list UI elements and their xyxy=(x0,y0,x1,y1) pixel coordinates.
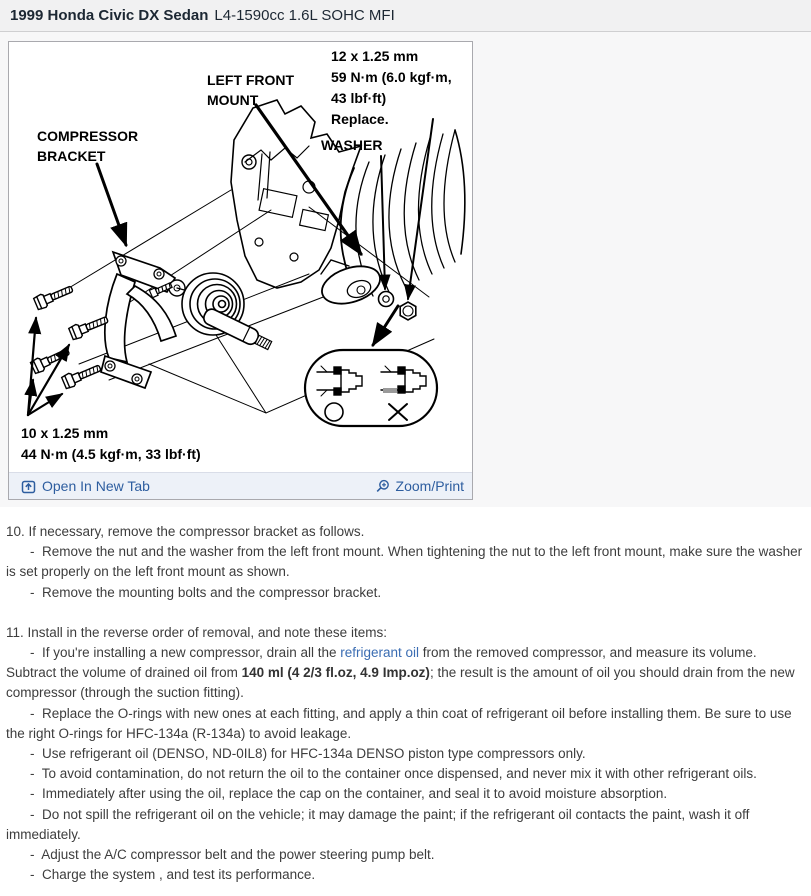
figure-zone xyxy=(0,32,811,507)
zoom-print-label: Zoom/Print xyxy=(395,478,464,494)
bullet-text: from the removed compressor, and measure its volume. Subtract the volume of drained oil from xyxy=(6,645,757,681)
page-header xyxy=(0,0,811,32)
bullet-text: ; the result is the amount of oil you should drain from the new compressor (through the suction fitting). xyxy=(6,665,795,701)
compressor-bracket-label: COMPRESSOR BRACKET xyxy=(37,128,139,164)
step-10-bullet: - Remove the nut and the washer from the left front mount. When tightening the nut to the left front mount, make sure the washer is set properly on the left front mount as shown. xyxy=(6,544,803,580)
washer-part xyxy=(379,292,394,307)
mounting-bolts xyxy=(30,282,110,389)
open-in-new-tab-link[interactable] xyxy=(21,478,150,494)
diagram-image[interactable] xyxy=(9,42,472,472)
washer-label: WASHER xyxy=(321,137,383,153)
step-11-bullet: - Adjust the A/C compressor belt and the power steering pump belt. xyxy=(30,847,435,863)
step-10-bullet: - Remove the mounting bolts and the compressor bracket. xyxy=(30,584,382,600)
refrigerant-oil-link[interactable]: refrigerant oil xyxy=(340,645,420,661)
step-11-bullet: - Immediately after using the oil, replace the cap on the container, and seal it to avoid moisture absorption. xyxy=(30,786,668,802)
zoom-print-link[interactable] xyxy=(375,478,464,494)
step-11-heading: 11. Install in the reverse order of removal, and note these items: xyxy=(6,624,387,640)
step-11-bullet: - Do not spill the refrigerant oil on the vehicle; it may damage the paint; if the refrigerant oil contacts the paint, wash it off immediately. xyxy=(6,806,750,842)
bullet-text: - If you're installing a new compressor, drain all the xyxy=(30,645,341,661)
oil-volume-value: 140 ml (4 2/3 fl.oz, 4.9 Imp.oz) xyxy=(241,665,430,681)
diagram-panel xyxy=(8,41,473,500)
vehicle-title: 1999 Honda Civic DX Sedan xyxy=(10,7,209,24)
zoom-icon xyxy=(375,479,390,494)
step-11-bullet: - Use refrigerant oil (DENSO, ND-0IL8) for HFC-134a DENSO piston type compressors only. xyxy=(30,746,586,762)
engine-subtitle: L4-1590cc 1.6L SOHC MFI xyxy=(214,7,395,24)
left-front-mount-part xyxy=(317,260,385,311)
nut-part xyxy=(400,302,416,320)
step-10-heading: 10. If necessary, remove the compressor bracket as follows. xyxy=(6,524,365,539)
torque-label-10mm: 10 x 1.25 mm 44 N·m (4.5 kgf·m, 33 lbf·ft) xyxy=(21,425,201,462)
step-11-bullet: - Replace the O-rings with new ones at each fitting, and apply a thin coat of refrigerant oil before installing them. Be sure to use the right O-rings for HFC-134a (R-134a) to avoid leakage. xyxy=(6,705,792,741)
left-front-mount-label: LEFT FRONT MOUNT xyxy=(207,72,295,108)
torque-label-12mm: 12 x 1.25 mm 59 N·m (6.0 kgf·m, 43 lbf·ft) Replace. xyxy=(331,48,452,127)
open-in-new-tab-label: Open In New Tab xyxy=(42,478,150,494)
compressor-bracket-part xyxy=(101,252,185,388)
step-11-bullet: - Charge the system , and test its performance. xyxy=(30,867,316,883)
washer-orientation-inset xyxy=(305,350,437,426)
step-11-bullet: - To avoid contamination, do not return the oil to the container once dispensed, and never mix it with other refrigerant oils. xyxy=(30,766,757,782)
figure-toolbar xyxy=(9,472,472,499)
open-in-new-tab-icon xyxy=(21,479,36,494)
instructions-section xyxy=(0,507,811,885)
step-11-bullet-compressor-oil xyxy=(6,643,803,704)
